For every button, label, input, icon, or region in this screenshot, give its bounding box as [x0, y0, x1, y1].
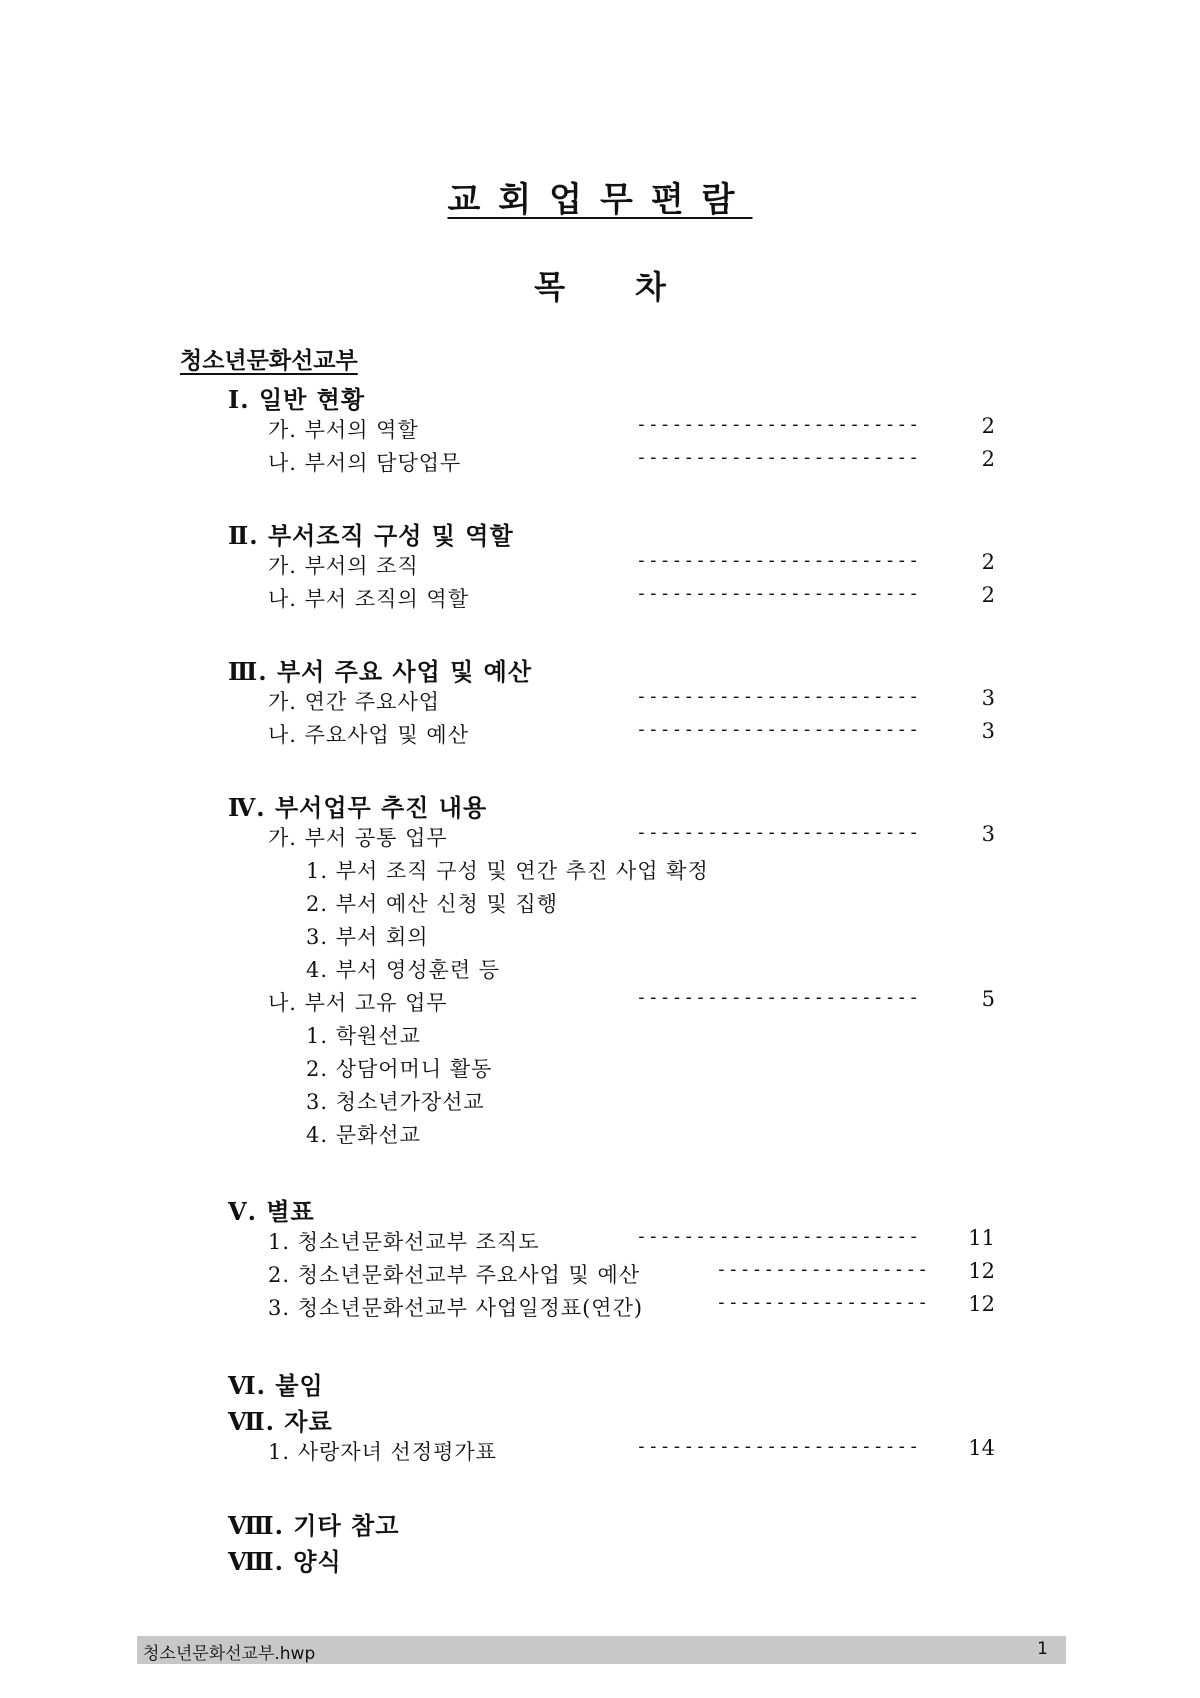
- toc-page-number: 12: [968, 1259, 995, 1283]
- toc-leader-dashes: ------------------------: [636, 686, 921, 707]
- section-heading: Ⅲ. 부서 주요 사업 및 예산: [228, 657, 533, 686]
- toc-entry-text: 나. 주요사업 및 예산: [268, 723, 469, 747]
- toc-entry: [0, 1053, 1200, 1083]
- toc-page-number: 14: [968, 1436, 995, 1460]
- toc-entry-text: 나. 부서 고유 업무: [268, 991, 448, 1015]
- toc-page-number: 2: [981, 447, 995, 471]
- footer-filename: 청소년문화선교부.hwp: [143, 1644, 316, 1664]
- toc-leader-dashes: ------------------------: [636, 1226, 921, 1247]
- toc-entry-text: 1. 부서 조직 구성 및 연간 추진 사업 확정: [306, 859, 709, 883]
- toc-leader-dashes: ------------------: [716, 1292, 930, 1313]
- section-heading: Ⅷ. 양식: [228, 1547, 342, 1576]
- toc-entry: [0, 1259, 1200, 1289]
- toc-entry-text: 3. 부서 회의: [306, 925, 429, 949]
- toc-page-number: 2: [981, 583, 995, 607]
- document-title: 교회업무편람: [447, 180, 753, 220]
- toc-entry-text: 3. 청소년문화선교부 사업일정표(연간): [268, 1296, 644, 1320]
- toc-entry: [0, 447, 1200, 477]
- toc-entry-text: 1. 청소년문화선교부 조직도: [268, 1230, 540, 1254]
- toc-page-number: 3: [981, 822, 995, 846]
- toc-entry: [0, 987, 1200, 1017]
- toc-entry: [0, 921, 1200, 951]
- toc-entry-text: 나. 부서 조직의 역할: [268, 587, 469, 611]
- toc-entry-text: 2. 상담어머니 활동: [306, 1057, 493, 1081]
- toc-entry: [0, 686, 1200, 716]
- toc-page-number: 11: [968, 1226, 995, 1250]
- toc-entry: [0, 888, 1200, 918]
- department-name: 청소년문화선교부: [180, 347, 358, 374]
- toc-entry: [0, 954, 1200, 984]
- toc-entry: [0, 583, 1200, 613]
- toc-entry: [0, 1436, 1200, 1466]
- toc-entry-text: 나. 부서의 담당업무: [268, 451, 462, 475]
- toc-leader-dashes: ------------------------: [636, 719, 921, 740]
- toc-entry-text: 가. 연간 주요사업: [268, 690, 441, 714]
- toc-entry: [0, 1226, 1200, 1256]
- toc-entry: [0, 414, 1200, 444]
- toc-entry-text: 1. 학원선교: [306, 1024, 421, 1048]
- page-footer: [137, 1636, 1066, 1664]
- toc-page-number: 12: [968, 1292, 995, 1316]
- toc-leader-dashes: ------------------------: [636, 550, 921, 571]
- toc-leader-dashes: ------------------------: [636, 583, 921, 604]
- section-heading: Ⅰ. 일반 현황: [228, 385, 366, 414]
- toc-entry: [0, 855, 1200, 885]
- section-heading: Ⅴ. 별표: [228, 1197, 315, 1226]
- toc-page-number: 3: [981, 686, 995, 710]
- toc-entry: [0, 1292, 1200, 1322]
- toc-page-number: 2: [981, 550, 995, 574]
- toc-page-number: 2: [981, 414, 995, 438]
- toc-entry-text: 2. 청소년문화선교부 주요사업 및 예산: [268, 1263, 641, 1287]
- toc-leader-dashes: ------------------: [716, 1259, 930, 1280]
- toc-entry-text: 1. 사랑자녀 선정평가표: [268, 1440, 497, 1464]
- toc-entry: [0, 822, 1200, 852]
- toc-entry: [0, 1020, 1200, 1050]
- toc-page-number: 3: [981, 719, 995, 743]
- toc-leader-dashes: ------------------------: [636, 414, 921, 435]
- toc-page-number: 5: [981, 987, 995, 1011]
- toc-entry-text: 3. 청소년가장선교: [306, 1090, 485, 1114]
- section-heading: Ⅱ. 부서조직 구성 및 역할: [228, 521, 514, 550]
- toc-leader-dashes: ------------------------: [636, 447, 921, 468]
- toc-entry: [0, 1119, 1200, 1149]
- toc-entry-text: 가. 부서의 역할: [268, 418, 419, 442]
- toc-entry: [0, 1086, 1200, 1116]
- toc-entry-text: 4. 문화선교: [306, 1123, 421, 1147]
- toc-entry: [0, 550, 1200, 580]
- toc-heading: 목차: [534, 268, 736, 306]
- toc-entry: [0, 719, 1200, 749]
- toc-leader-dashes: ------------------------: [636, 1436, 921, 1457]
- toc-entry-text: 가. 부서의 조직: [268, 554, 419, 578]
- section-heading: Ⅶ. 자료: [228, 1407, 333, 1436]
- footer-page-number: 1: [1037, 1639, 1048, 1659]
- toc-entry-text: 2. 부서 예산 신청 및 집행: [306, 892, 558, 916]
- toc-entry-text: 4. 부서 영성훈련 등: [306, 958, 501, 982]
- toc-leader-dashes: ------------------------: [636, 987, 921, 1008]
- toc-entry-text: 가. 부서 공통 업무: [268, 826, 448, 850]
- section-heading: Ⅷ. 기타 참고: [228, 1511, 400, 1540]
- section-heading: Ⅵ. 붙임: [228, 1371, 324, 1400]
- toc-leader-dashes: ------------------------: [636, 822, 921, 843]
- section-heading: Ⅳ. 부서업무 추진 내용: [228, 793, 488, 822]
